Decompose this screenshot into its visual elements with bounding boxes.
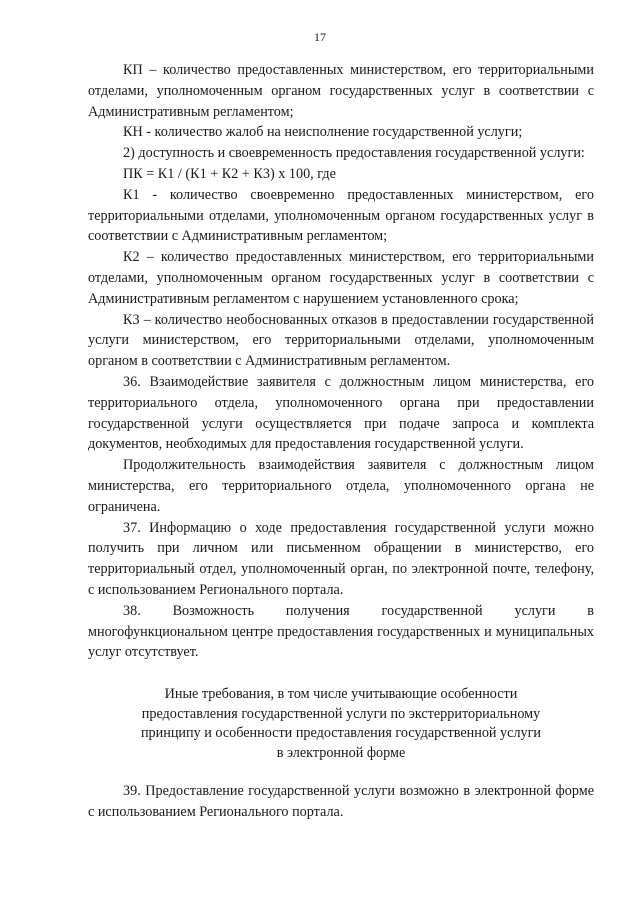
- paragraph-item-2: 2) доступность и своевременность предоставления государственной услуги:: [123, 145, 585, 162]
- section-heading-line-2: предоставления государственной услуги по экстерриториальному: [141, 705, 541, 722]
- paragraph-kn: КН - количество жалоб на неисполнение государственной услуги;: [123, 124, 523, 141]
- paragraph-36: 36. Взаимодействие заявителя с должностным лицом министерства, его территориального отдела, уполномоченного органа при предоставлении государственной услуги осуществляется при подаче запроса и комплекта документов, необходимых для предоставления государственной услуги.: [88, 373, 594, 453]
- paragraph-38: 38. Возможность получения государственной услуги в многофункциональном центре предоставления государственных и муниципальных услуг отсутствует.: [88, 602, 594, 661]
- section-heading-line-3: принципу и особенности предоставления государственной услуги: [140, 725, 542, 742]
- paragraph-k1: К1 - количество своевременно предоставленных министерством, его территориальными отделами, уполномоченным органом государственных услуг в соответствии с Административным регламентом;: [88, 186, 594, 245]
- page-number: 17: [314, 30, 326, 44]
- paragraph-37: 37. Информацию о ходе предоставления государственной услуги можно получить при личном или письменном обращении в министерство, его территориальный отдел, уполномоченный орган, по электронной почте, телефону, с использованием Регионального портала.: [88, 519, 594, 598]
- paragraph-k3: К3 – количество необоснованных отказов в предоставлении государственной услуги министерством, его территориальными отделами, уполномоченным органом в соответствии с Административным регламентом.: [88, 311, 594, 370]
- formula-pk: ПК = К1 / (К1 + К2 + К3) х 100, где: [123, 165, 336, 182]
- section-heading-line-4: в электронной форме: [276, 744, 406, 761]
- paragraph-k2: К2 – количество предоставленных министерством, его территориальными отделами, уполномоченным органом государственных услуг в соответствии с Административным регламентом с нарушением установленного срока;: [88, 249, 594, 307]
- section-heading: [88, 685, 594, 763]
- document-body: [88, 60, 594, 823]
- paragraph-36-duration: Продолжительность взаимодействия заявителя с должностным лицом министерства, его территориального отдела, уполномоченного органа не ограничена.: [88, 457, 594, 515]
- section-heading-line-1: Иные требования, в том числе учитывающие особенности: [164, 686, 518, 703]
- paragraph-kp: КП – количество предоставленных министерством, его территориальными отделами, уполномоченным органом государственных услуг в соответствии с Административным регламентом;: [88, 62, 594, 120]
- paragraph-39: 39. Предоставление государственной услуги возможно в электронной форме с использованием Регионального портала.: [88, 783, 594, 820]
